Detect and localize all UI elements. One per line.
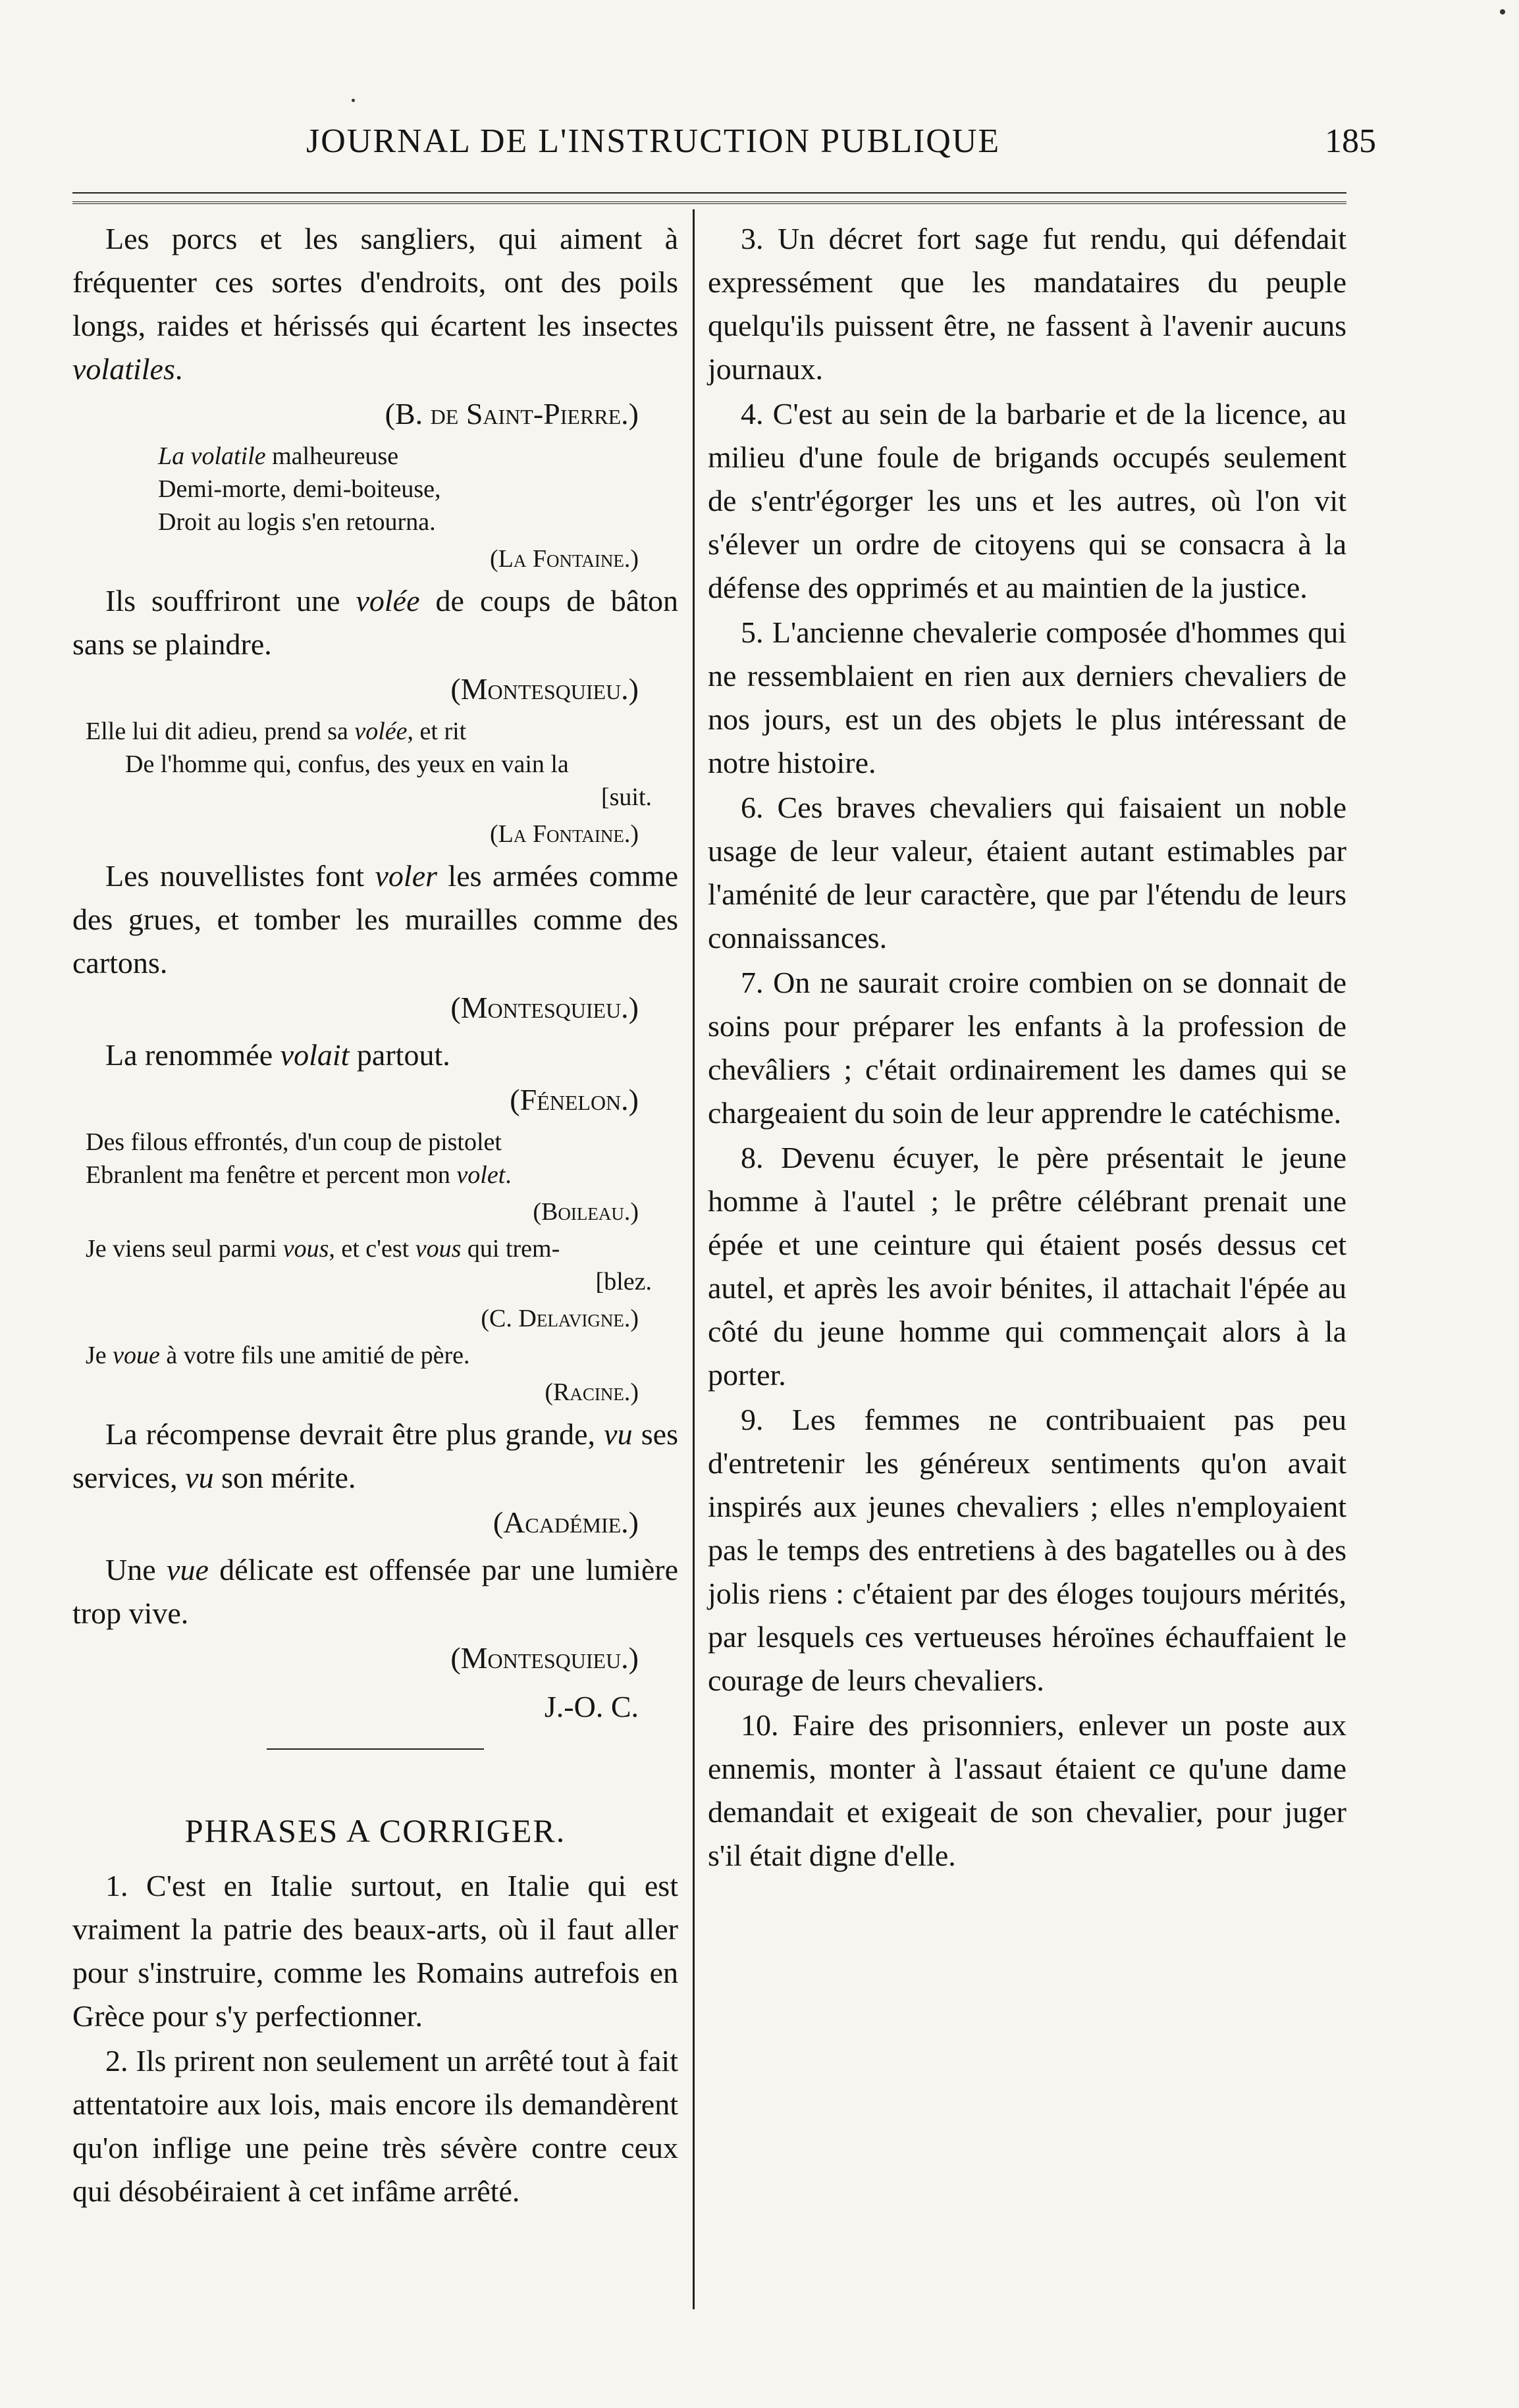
keyword: vue: [167, 1553, 209, 1586]
attribution: (Racine.): [545, 1378, 639, 1406]
example-paragraph: [72, 217, 678, 391]
keyword: volée: [356, 584, 420, 617]
correction-item: 4. C'est au sein de la barbarie et de la licence, au milieu d'une foule de brigands occupés seulement de s'entr'égorger les uns et les autres, où l'on vit s'élever un ordre de citoyens qui se consacra à la défense des opprimés et au maintien de la justice.: [708, 397, 1346, 604]
verse-line: [158, 440, 678, 473]
keyword: volait: [280, 1038, 350, 1072]
verse-line: [blez.: [595, 1268, 652, 1296]
verse-line: [86, 1159, 678, 1191]
keyword: vous: [282, 1235, 329, 1263]
correction-item: 7. On ne saurait croire combien on se donnait de soins pour préparer les enfants à la profession de chevâliers ; c'était ordinairement les dames qui se chargeaient du soin de leur apprendre le catéchisme.: [708, 966, 1346, 1130]
verse-text: , et c'est: [329, 1235, 415, 1263]
verse-text: .: [505, 1161, 512, 1189]
keyword: volée: [354, 718, 408, 745]
verse-text: à votre fils une amitié de père.: [159, 1342, 470, 1369]
keyword: vu: [185, 1461, 214, 1494]
correction-item: 3. Un décret fort sage fut rendu, qui défendait expressément que les mandataires du peuple quelqu'ils puissent être, ne fassent à l'avenir aucuns journaux.: [708, 222, 1346, 386]
example-text: les armées comme des grues, et tomber les murailles comme des cartons.: [72, 859, 678, 980]
attribution: (Académie.): [493, 1505, 639, 1539]
example-paragraph: [72, 854, 678, 985]
verse-line: Demi-morte, demi-boiteuse,: [158, 475, 441, 503]
header-double-rule: [72, 201, 1346, 204]
ink-speck: [352, 99, 355, 102]
example-paragraph: [72, 1548, 678, 1635]
example-text: Une: [105, 1553, 167, 1586]
attribution: (Montesquieu.): [450, 672, 639, 706]
attribution: (La Fontaine.): [490, 820, 639, 848]
keyword: vous: [415, 1235, 462, 1263]
correction-item: 10. Faire des prisonniers, enlever un poste aux ennemis, monter à l'assaut étaient ce qu'une dame demandait et exigeait de son chevalier, pour juger s'il était digne d'elle.: [708, 1708, 1346, 1872]
example-text: La récompense devrait être plus grande,: [105, 1417, 604, 1451]
verse-line: [86, 1232, 678, 1265]
example-text: La renommée: [105, 1038, 280, 1072]
example-paragraph: [72, 579, 678, 666]
page-header: [72, 122, 1376, 181]
verse-quote: [86, 715, 678, 814]
column-divider: [693, 209, 695, 2309]
example-text: Les nouvellistes font: [105, 859, 375, 893]
example-text: son mérite.: [213, 1461, 356, 1494]
verse-quote: [86, 1232, 678, 1298]
example-text: Les porcs et les sangliers, qui aiment à fréquenter ces sortes d'endroits, ont des poils longs, raides et hérissés qui écartent les insectes: [72, 222, 678, 342]
keyword: voler: [375, 859, 438, 893]
verse-text: Je viens seul parmi: [86, 1235, 283, 1263]
right-column: [708, 217, 1346, 1879]
example-paragraph: [72, 1034, 678, 1077]
section-title: PHRASES A CORRIGER.: [184, 1812, 566, 1849]
verse-line: De l'homme qui, confus, des yeux en vain la: [125, 750, 569, 778]
example-text: délicate est offensée par une lumière trop vive.: [72, 1553, 678, 1630]
keyword: La volatile: [158, 442, 266, 470]
attribution: (Montesquieu.): [450, 991, 639, 1024]
verse-line: [suit.: [600, 783, 652, 811]
verse-line: Droit au logis s'en retourna.: [158, 508, 436, 536]
keyword: volet: [456, 1161, 506, 1189]
attribution: (Boileau.): [533, 1198, 639, 1226]
verse-text: Ebranlent ma fenêtre et percent mon: [86, 1161, 457, 1189]
ink-speck: [1500, 9, 1505, 14]
example-text: ses services,: [72, 1417, 678, 1494]
attribution: (B. de Saint-Pierre.): [385, 397, 639, 431]
verse-text: malheureuse: [265, 442, 399, 470]
verse-quote: [86, 1126, 678, 1191]
journal-title: JOURNAL DE L'INSTRUCTION PUBLIQUE: [306, 122, 1001, 160]
author-signature: J.-O. C.: [544, 1690, 639, 1723]
verse-line: [86, 715, 678, 748]
attribution: (Fénelon.): [510, 1083, 639, 1116]
verse-text: Je: [86, 1342, 113, 1369]
verse-text: Elle lui dit adieu, prend sa: [86, 718, 355, 745]
punct: .: [174, 352, 183, 386]
verse-quote: [158, 440, 678, 538]
left-column: [72, 217, 678, 2214]
verse-line: [86, 1339, 678, 1372]
verse-text: , et rit: [407, 718, 467, 745]
attribution: (C. Delavigne.): [481, 1305, 639, 1332]
correction-item: 8. Devenu écuyer, le père présentait le jeune homme à l'autel ; le prêtre célébrant prenait une épée et une ceinture qui étaient posés dessus cet autel, et après les avoir bénites, il attachait l'épée au côté du jeune homme qui commençait alors à la porter.: [708, 1141, 1346, 1392]
correction-item: 6. Ces braves chevaliers qui faisaient un noble usage de leur valeur, étaient autant estimables par l'aménité de leur caractère, que par l'étendu de leurs connaissances.: [708, 791, 1346, 955]
attribution: (La Fontaine.): [490, 545, 639, 573]
keyword: voue: [113, 1342, 160, 1369]
example-paragraph: [72, 1413, 678, 1500]
keyword: vu: [604, 1417, 633, 1451]
verse-line: Des filous effrontés, d'un coup de pistolet: [86, 1128, 502, 1156]
example-text: de coups de bâton sans se plaindre.: [72, 584, 678, 661]
header-rule: [72, 192, 1346, 194]
section-divider: [267, 1748, 484, 1750]
correction-item: 2. Ils prirent non seulement un arrêté tout à fait attentatoire aux lois, mais encore ils demandèrent qu'on inflige une peine très sévère contre ceux qui désobéiraient à cet infâme arrêté.: [72, 2044, 678, 2208]
correction-item: 5. L'ancienne chevalerie composée d'hommes qui ne ressemblaient en rien aux derniers chevaliers de nos jours, est un des objets le plus intéressant de notre histoire.: [708, 615, 1346, 779]
correction-item: 9. Les femmes ne contribuaient pas peu d'entretenir les généreux sentiments qu'on avait inspirés aux jeunes chevaliers ; elles n'employaient pas le temps des entretiens à des bagatelles ou à des jolis riens : c'étaient par des éloges toujours mérités, par lesquels ces vertueuses héroïnes échauffaient le courage de leurs chevaliers.: [708, 1403, 1346, 1697]
example-text: Ils souffriront une: [105, 584, 356, 617]
page-number: 185: [1325, 122, 1376, 160]
correction-item: 1. C'est en Italie surtout, en Italie qui est vraiment la patrie des beaux-arts, où il faut aller pour s'instruire, comme les Romains autrefois en Grèce pour s'y perfectionner.: [72, 1869, 678, 2033]
attribution: (Montesquieu.): [450, 1641, 639, 1675]
example-text: partout.: [349, 1038, 450, 1072]
verse-quote: [86, 1339, 678, 1372]
verse-text: qui trem-: [461, 1235, 560, 1263]
keyword: volatiles: [72, 352, 175, 386]
